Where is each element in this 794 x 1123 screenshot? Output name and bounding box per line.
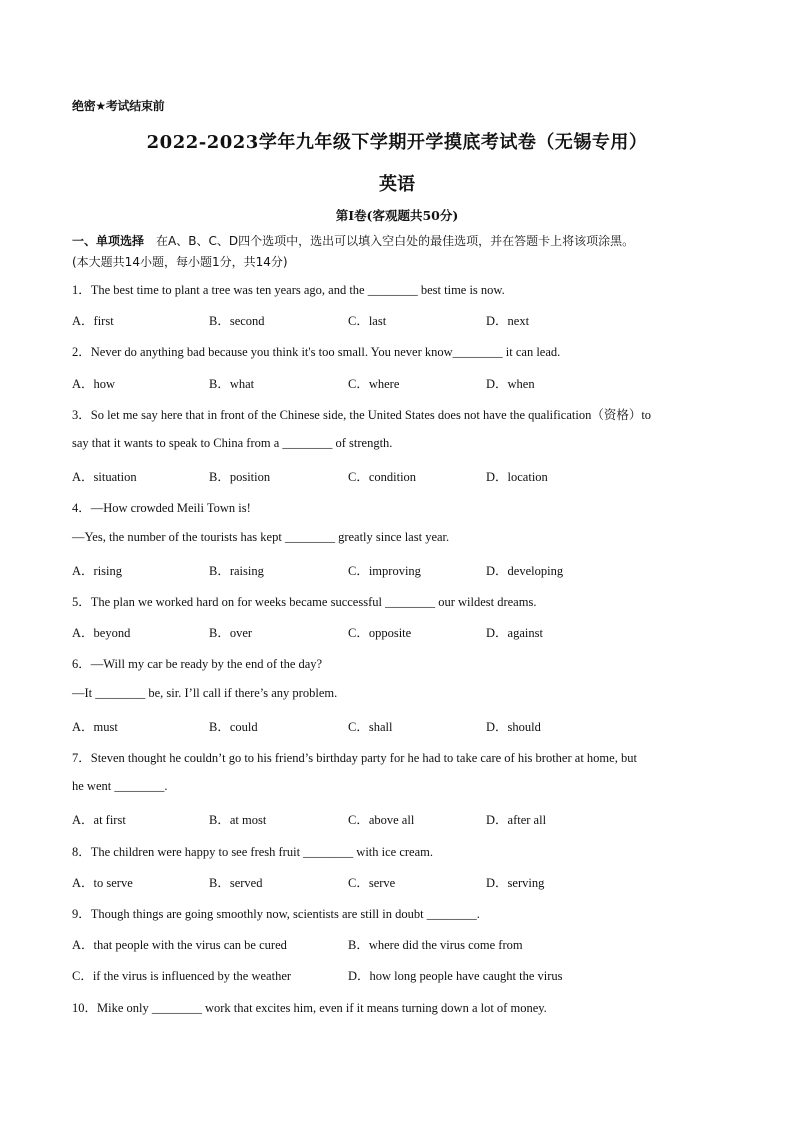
question-9-option-c[interactable]: C．if the virus is influenced by the weather: [72, 969, 292, 983]
question-9-option-d[interactable]: D．how long people have caught the virus: [348, 969, 563, 983]
question-2-stem: 2．Never do anything bad because you think it's too small. You never know________ it can lead.: [72, 345, 561, 359]
question-8-option-c[interactable]: C．serve: [348, 876, 396, 890]
question-7-stem-line-2: he went ________.: [72, 779, 168, 793]
question-6-option-a[interactable]: A．must: [72, 720, 118, 734]
question-7-option-a[interactable]: A．at first: [72, 813, 126, 827]
question-4-option-b[interactable]: B．raising: [209, 564, 264, 578]
question-3-stem-line-1: 3．So let me say here that in front of the Chinese side, the United States does not have the qualification（资格）to: [72, 408, 652, 422]
question-7-option-c[interactable]: C．above all: [348, 813, 415, 827]
question-1-option-a[interactable]: A．first: [72, 314, 114, 328]
question-4-option-c[interactable]: C．improving: [348, 564, 421, 578]
section-note: (本大题共14小题，每小题1分，共14分): [72, 255, 288, 269]
question-5-option-a[interactable]: A．beyond: [72, 626, 131, 640]
question-3-option-d[interactable]: D．location: [486, 470, 548, 484]
volume-heading: 第Ⅰ卷(客观题共50分): [335, 208, 459, 223]
question-5-option-d[interactable]: D．against: [486, 626, 543, 640]
question-4-option-d[interactable]: D．developing: [486, 564, 564, 578]
question-3-stem-line-2: say that it wants to speak to China from a ________ of strength.: [72, 436, 393, 450]
question-6-stem-line-1: 6．—Will my car be ready by the end of the day?: [72, 657, 323, 671]
question-9-stem: 9．Though things are going smoothly now, scientists are still in doubt ________.: [72, 907, 480, 921]
question-10-stem: 10．Mike only ________ work that excites him, even if it means turning down a lot of money.: [72, 1001, 547, 1015]
question-4-option-a[interactable]: A．rising: [72, 564, 123, 578]
exam-title: 2022-2023学年九年级下学期开学摸底考试卷（无锡专用）: [146, 132, 648, 153]
subject-title: 英语: [379, 174, 415, 195]
section-instruction-text: 在A、B、C、D四个选项中，选出可以填入空白处的最佳选项，并在答题卡上将该项涂黑。: [144, 234, 635, 248]
question-8-option-d[interactable]: D．serving: [486, 876, 545, 890]
question-4-stem-line-1: 4．—How crowded Meili Town is!: [72, 501, 251, 515]
question-2-option-b[interactable]: B．what: [209, 377, 255, 391]
question-8-option-b[interactable]: B．served: [209, 876, 263, 890]
question-6-option-c[interactable]: C．shall: [348, 720, 393, 734]
question-3-option-c[interactable]: C．condition: [348, 470, 417, 484]
question-3-option-a[interactable]: A．situation: [72, 470, 137, 484]
question-9-option-b[interactable]: B．where did the virus come from: [348, 938, 523, 952]
section-heading: 一、单项选择: [72, 234, 145, 248]
question-5-stem: 5．The plan we worked hard on for weeks became successful ________ our wildest dreams.: [72, 595, 537, 609]
question-6-option-b[interactable]: B．could: [209, 720, 258, 734]
question-5-option-c[interactable]: C．opposite: [348, 626, 412, 640]
question-2-option-c[interactable]: C．where: [348, 377, 400, 391]
question-7-stem-line-1: 7．Steven thought he couldn’t go to his friend’s birthday party for he had to take care of his brother at home, but: [72, 751, 637, 765]
section-instruction: [72, 232, 634, 249]
confidential-label: 绝密★考试结束前: [72, 99, 165, 113]
question-1-option-b[interactable]: B．second: [209, 314, 265, 328]
question-6-stem-line-2: —It ________ be, sir. I’ll call if there’s any problem.: [72, 686, 338, 700]
question-4-stem-line-2: —Yes, the number of the tourists has kept ________ greatly since last year.: [72, 530, 450, 544]
question-7-option-b[interactable]: B．at most: [209, 813, 267, 827]
question-5-option-b[interactable]: B．over: [209, 626, 253, 640]
question-6-option-d[interactable]: D．should: [486, 720, 541, 734]
question-1-stem: 1．The best time to plant a tree was ten years ago, and the ________ best time is now.: [72, 283, 505, 297]
question-2-option-d[interactable]: D．when: [486, 377, 535, 391]
question-1-option-d[interactable]: D．next: [486, 314, 530, 328]
question-1-option-c[interactable]: C．last: [348, 314, 387, 328]
question-3-option-b[interactable]: B．position: [209, 470, 271, 484]
question-9-option-a[interactable]: A．that people with the virus can be cured: [72, 938, 287, 952]
question-8-stem: 8．The children were happy to see fresh fruit ________ with ice cream.: [72, 845, 433, 859]
question-7-option-d[interactable]: D．after all: [486, 813, 547, 827]
question-8-option-a[interactable]: A．to serve: [72, 876, 133, 890]
question-2-option-a[interactable]: A．how: [72, 377, 116, 391]
